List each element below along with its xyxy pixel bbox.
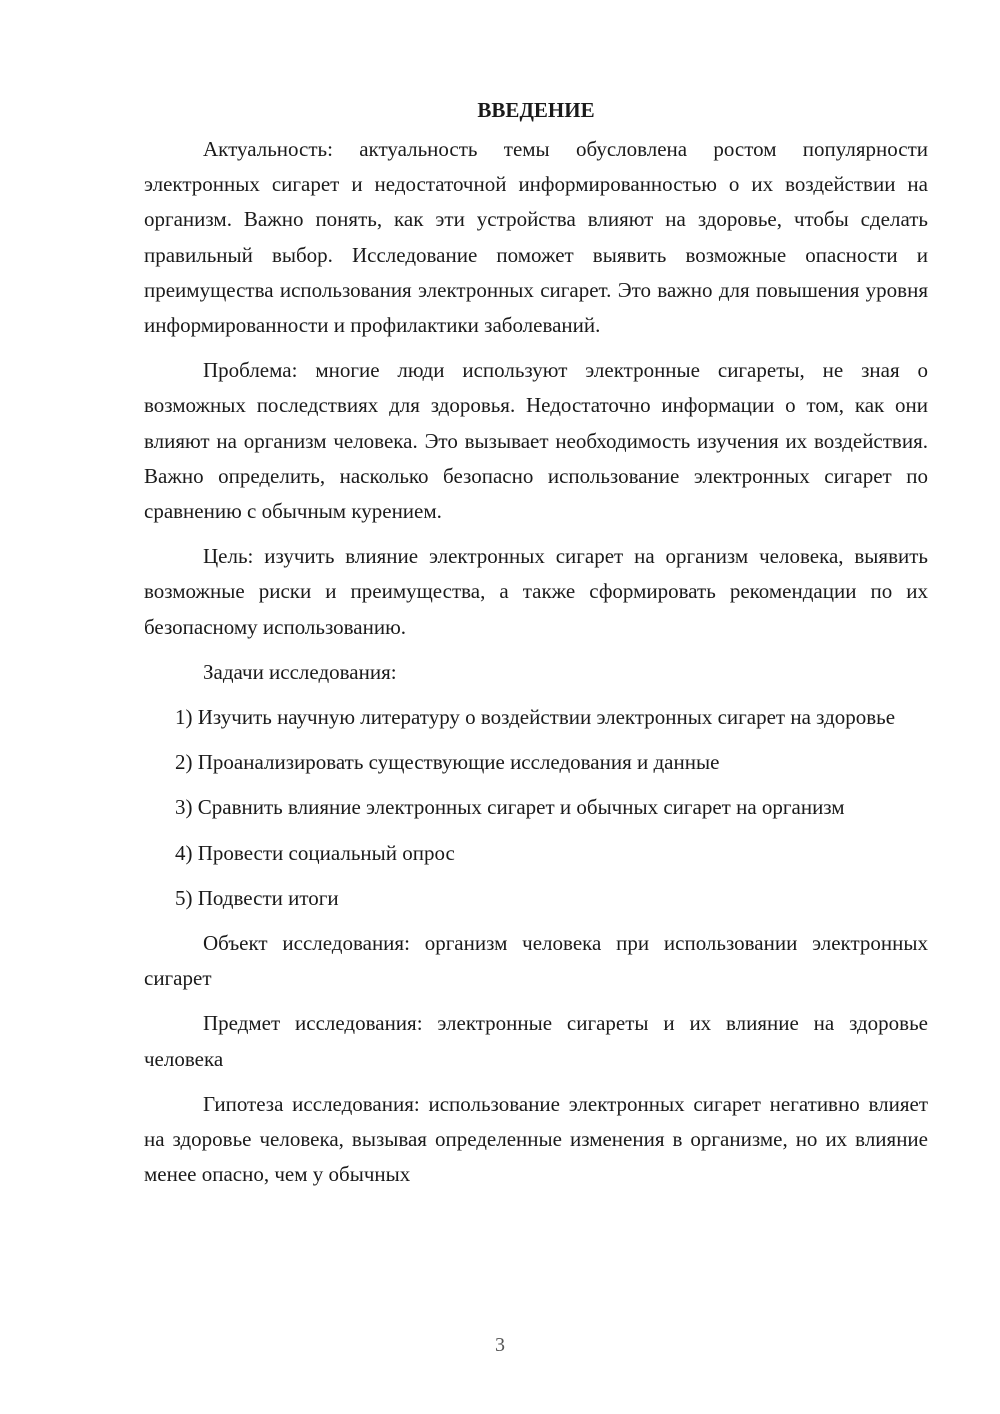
problem-paragraph: Проблема: многие люди используют электронные сигареты, не зная о возможных последствиях для здоровья. Недостаточно информации о том, как они влияют на организм человека. Это вызывает необходимость изучения их воздействия. Важно определить, насколько безопасно использование электронных сигарет по сравнению с обычным курением. <box>144 358 928 524</box>
hypothesis-paragraph: Гипотеза исследования: использование электронных сигарет негативно влияет на здоровье человека, вызывая определенные изменения в организме, но их влияние менее опасно, чем у обычных <box>144 1091 928 1187</box>
task-item: 2) Проанализировать существующие исследования и данные <box>175 750 720 775</box>
tasks-heading: Задачи исследования: <box>203 659 397 684</box>
object-paragraph: Объект исследования: организм человека при использовании электронных сигарет <box>144 931 928 991</box>
task-item: 3) Сравнить влияние электронных сигарет и обычных сигарет на организм <box>175 795 845 820</box>
task-item: 4) Провести социальный опрос <box>175 840 455 865</box>
document-page <box>144 92 928 1202</box>
goal-paragraph: Цель: изучить влияние электронных сигарет на организм человека, выявить возможные риски и преимущества, а также сформировать рекомендации по их безопасному использованию. <box>144 544 928 639</box>
section-title: ВВЕДЕНИЕ <box>477 98 595 122</box>
task-item: 5) Подвести итоги <box>175 885 339 910</box>
page-number: 3 <box>495 1334 505 1356</box>
relevance-paragraph: Актуальность: актуальность темы обусловлена ростом популярности электронных сигарет и недостаточной информированностью о их воздействии на организм. Важно понять, как эти устройства влияют на здоровье, чтобы сделать правильный выбор. Исследование поможет выявить возможные опасности и преимущества использования электронных сигарет. Это важно для повышения уровня информированности и профилактики заболеваний. <box>144 137 928 338</box>
task-item: 1) Изучить научную литературу о воздействии электронных сигарет на здоровье <box>175 705 896 730</box>
subject-paragraph: Предмет исследования: электронные сигареты и их влияние на здоровье человека <box>144 1011 928 1071</box>
